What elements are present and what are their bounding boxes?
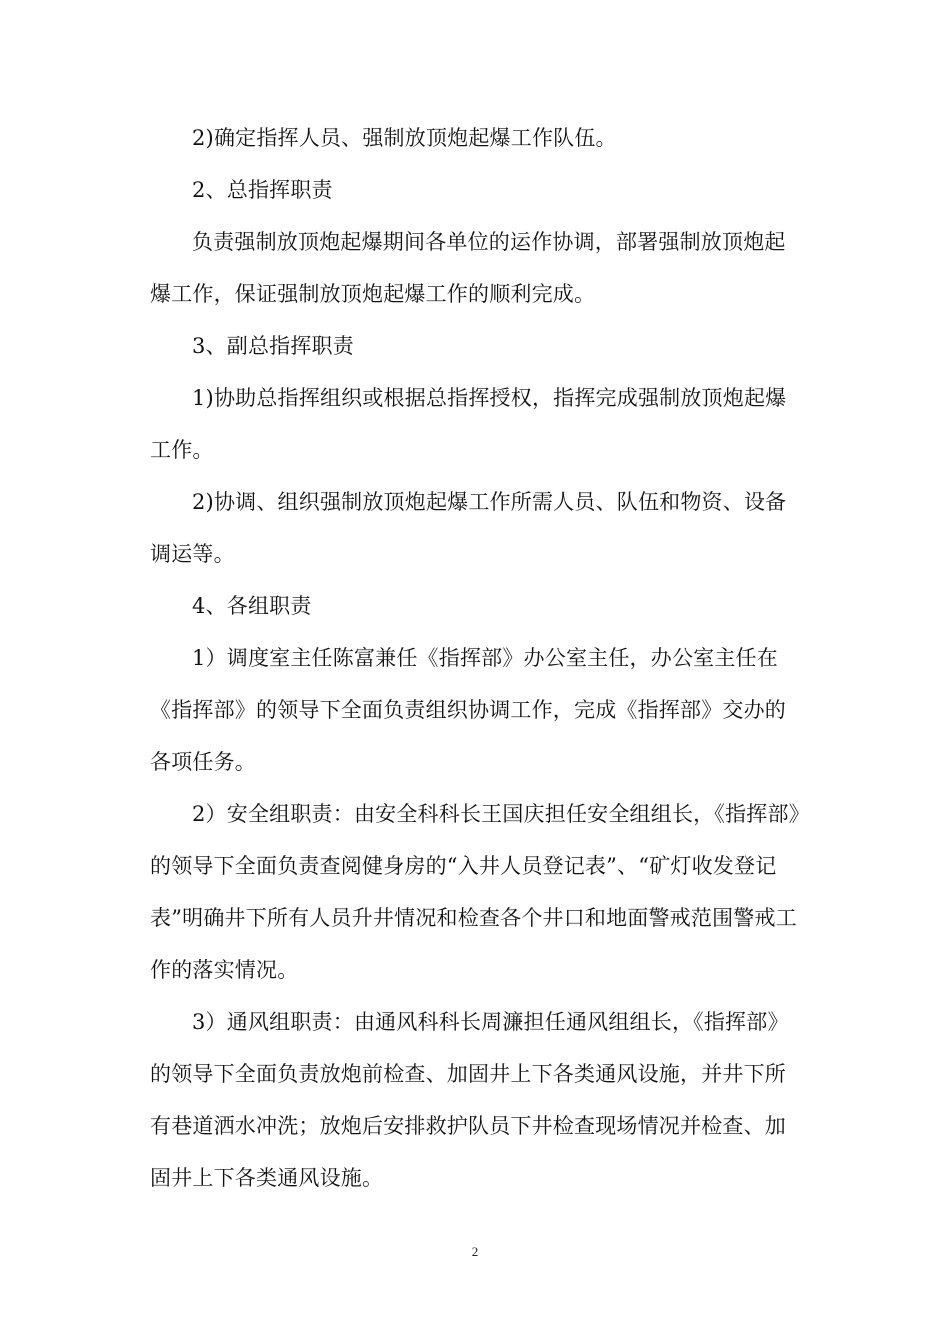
paragraph-deputy-duty-2: 2)协调、组织强制放顶炮起爆工作所需人员、队伍和物资、设备调运等。 xyxy=(150,490,787,566)
page-number: 2 xyxy=(471,1244,479,1259)
paragraph-item-1: 2)确定指挥人员、强制放顶炮起爆工作队伍。 xyxy=(192,126,617,150)
section-heading-deputy-commander: 3、副总指挥职责 xyxy=(192,334,354,358)
section-heading-general-commander: 2、总指挥职责 xyxy=(192,178,333,202)
section-heading-group-duties: 4、各组职责 xyxy=(192,594,312,618)
paragraph-deputy-duty-1: 1)协助总指挥组织或根据总指挥授权，指挥完成强制放顶炮起爆工作。 xyxy=(150,386,787,462)
paragraph-general-commander-duties: 负责强制放顶炮起爆期间各单位的运作协调，部署强制放顶炮起爆工作，保证强制放顶炮起爆工作的顺利完成。 xyxy=(150,230,786,306)
paragraph-ventilation-group: 3）通风组职责：由通风科科长周濂担任通风组组长，《指挥部》的领导下全面负责放炮前检查、加固井上下各类通风设施，并井下所有巷道洒水冲洗；放炮后安排救护队员下井检查现场情况并检查、加固井上下各类通风设施。 xyxy=(150,1010,789,1190)
paragraph-dispatch-office: 1）调度室主任陈富兼任《指挥部》办公室主任，办公室主任在《指挥部》的领导下全面负责组织协调工作，完成《指挥部》交办的各项任务。 xyxy=(150,646,786,774)
paragraph-safety-group: 2）安全组职责：由安全科科长王国庆担任安全组组长，《指挥部》的领导下全面负责查阅健身房的“入井人员登记表”、“矿灯收发登记表”明确井下所有人员升井情况和检查各个井口和地面警戒范围警戒工作的落实情况。 xyxy=(150,802,800,982)
document-body xyxy=(150,112,800,1204)
